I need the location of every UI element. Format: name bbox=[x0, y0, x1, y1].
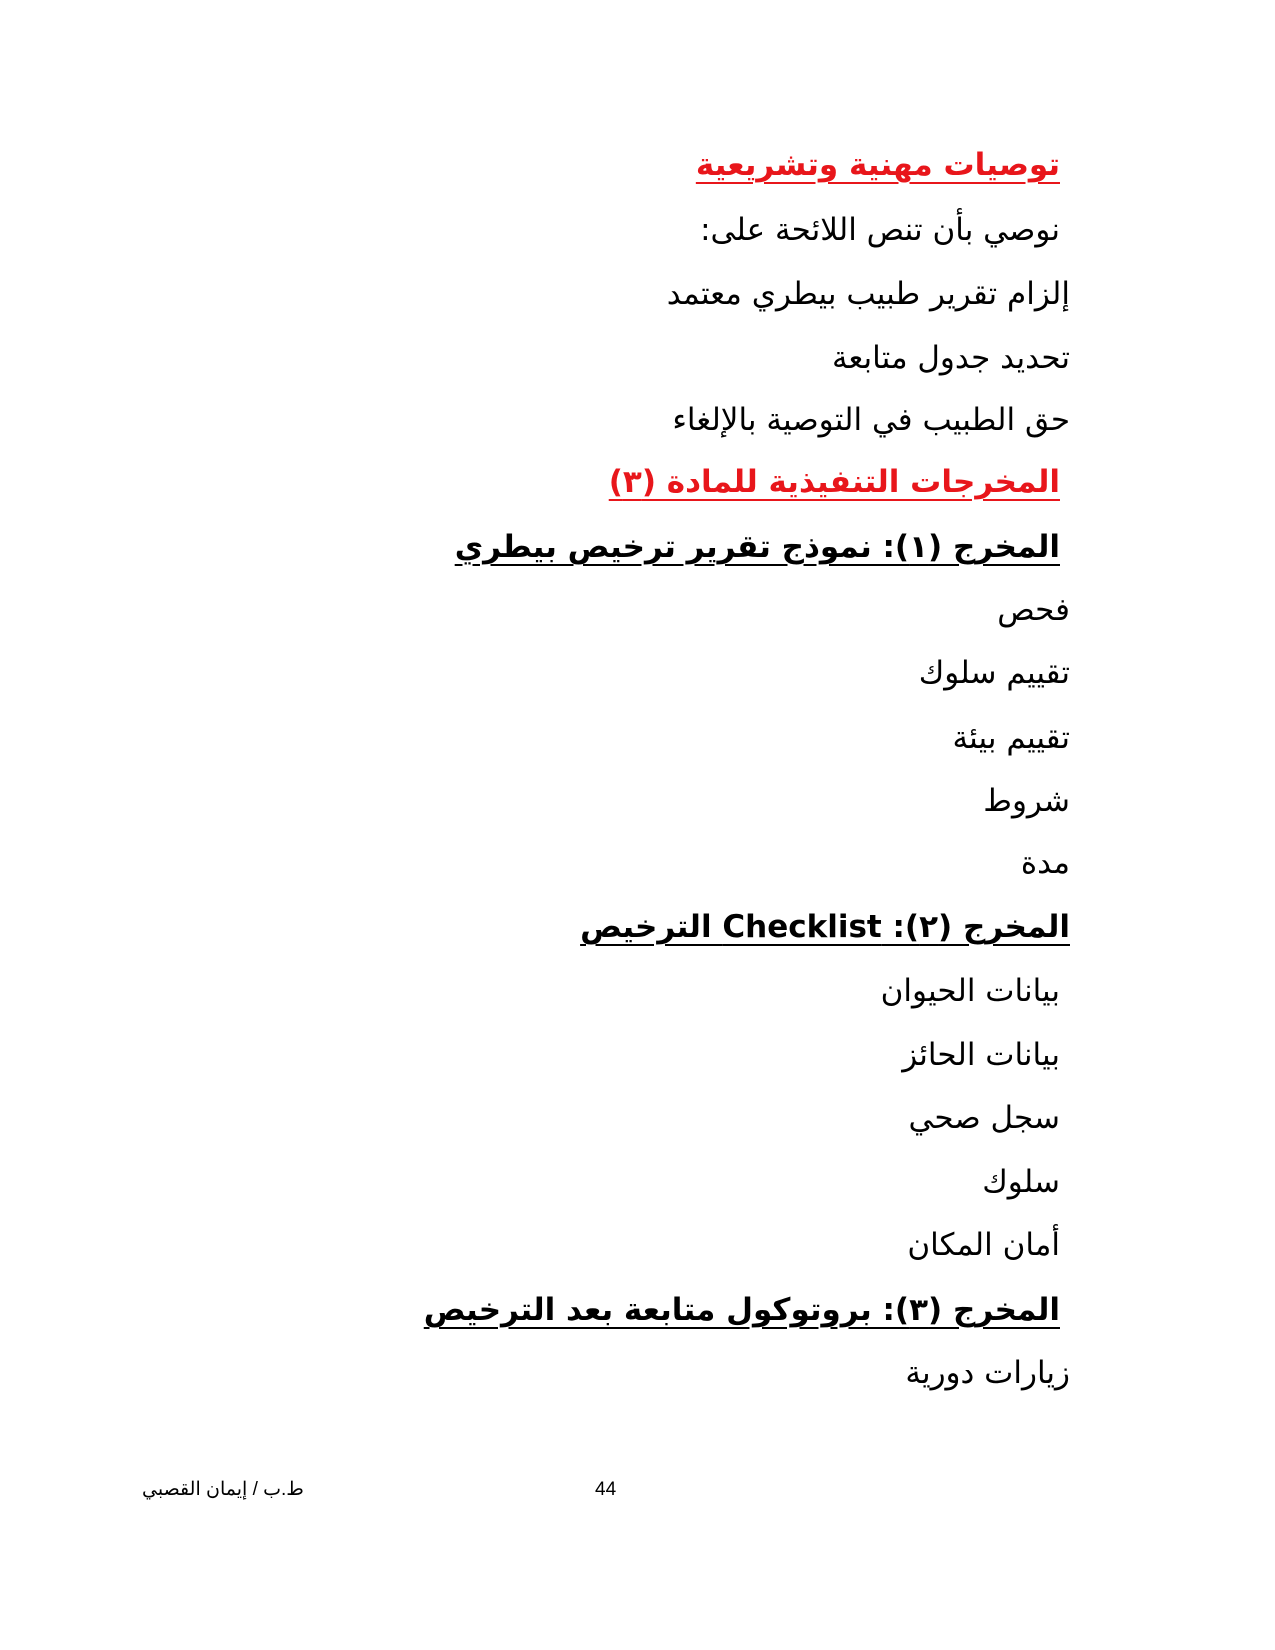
output-2-item: سجل صحي bbox=[908, 1100, 1060, 1136]
output-1-title: المخرج (١): نموذج تقرير ترخيص بيطري bbox=[454, 529, 1060, 565]
footer-author: ط.ب / إيمان القصبي bbox=[142, 1479, 304, 1500]
output-2-title: المخرج (٢): Checklist الترخيص bbox=[580, 909, 1070, 945]
output-2-item: سلوك bbox=[982, 1164, 1060, 1200]
output-3-title: المخرج (٣): بروتوكول متابعة بعد الترخيص bbox=[423, 1292, 1060, 1328]
output-3-item: زيارات دورية bbox=[905, 1355, 1070, 1391]
section-title-outputs: المخرجات التنفيذية للمادة (٣) bbox=[608, 464, 1060, 500]
output-1-item: مدة bbox=[1020, 845, 1070, 881]
recommendation-item: حق الطبيب في التوصية بالإلغاء bbox=[672, 402, 1070, 438]
recommendation-item: إلزام تقرير طبيب بيطري معتمد bbox=[666, 276, 1070, 312]
output-1-item: شروط bbox=[983, 783, 1070, 819]
output-2-item: أمان المكان bbox=[907, 1227, 1060, 1263]
recommendation-item: تحديد جدول متابعة bbox=[831, 340, 1070, 376]
output-1-item: فحص bbox=[997, 592, 1070, 628]
output-1-item: تقييم بيئة bbox=[952, 720, 1070, 756]
output-2-item: بيانات الحائز bbox=[902, 1037, 1060, 1073]
section-title-recommendations: توصيات مهنية وتشريعية bbox=[695, 147, 1060, 183]
page-number: 44 bbox=[595, 1479, 617, 1500]
recommendations-intro: نوصي بأن تنص اللائحة على: bbox=[700, 212, 1060, 248]
output-1-item: تقييم سلوك bbox=[918, 655, 1070, 691]
output-2-item: بيانات الحيوان bbox=[880, 973, 1060, 1009]
